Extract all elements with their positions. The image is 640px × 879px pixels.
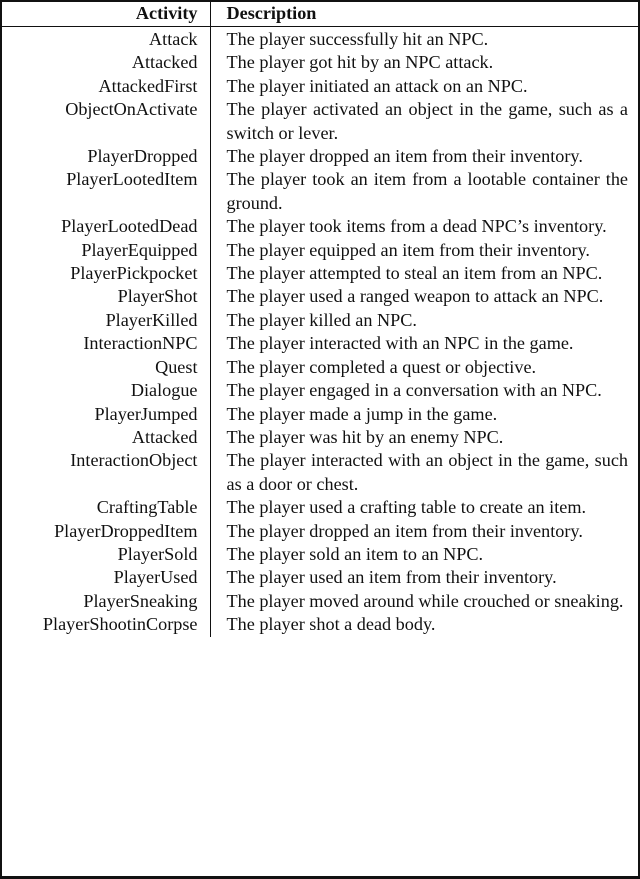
description-cell: The player sold an item to an NPC. bbox=[226, 543, 484, 564]
table-row bbox=[2, 379, 638, 402]
table-row bbox=[2, 98, 638, 145]
table bbox=[2, 2, 638, 637]
description-cell: The player was hit by an enemy NPC. bbox=[226, 426, 504, 447]
activity-cell: PlayerDroppedItem bbox=[2, 520, 210, 543]
description-cell: The player moved around while crouched or sneaking. bbox=[226, 590, 624, 611]
table-body bbox=[2, 27, 638, 637]
description-cell: The player initiated an attack on an NPC. bbox=[226, 75, 528, 96]
activity-cell: PlayerDropped bbox=[2, 145, 210, 168]
activity-cell: PlayerSold bbox=[2, 543, 210, 566]
description-cell: The player activated an object in the game, such as a switch or lever. bbox=[226, 99, 628, 143]
table-row bbox=[2, 145, 638, 168]
header-activity: Activity bbox=[2, 2, 210, 27]
table-row bbox=[2, 613, 638, 636]
activity-cell: ObjectOnActivate bbox=[2, 98, 210, 145]
activity-cell: PlayerShot bbox=[2, 285, 210, 308]
activity-cell: PlayerPickpocket bbox=[2, 262, 210, 285]
table-row bbox=[2, 590, 638, 613]
activity-cell: PlayerSneaking bbox=[2, 590, 210, 613]
activity-cell: Attack bbox=[2, 27, 210, 52]
table-row bbox=[2, 75, 638, 98]
activity-cell: Quest bbox=[2, 356, 210, 379]
description-cell: The player equipped an item from their inventory. bbox=[226, 239, 590, 260]
description-cell: The player got hit by an NPC attack. bbox=[226, 52, 494, 73]
table-row bbox=[2, 426, 638, 449]
activity-cell: PlayerLootedDead bbox=[2, 215, 210, 238]
table-row bbox=[2, 566, 638, 589]
activity-cell: InteractionNPC bbox=[2, 332, 210, 355]
activity-cell: Attacked bbox=[2, 426, 210, 449]
table-header bbox=[2, 2, 638, 27]
activity-cell: InteractionObject bbox=[2, 449, 210, 496]
activity-cell: PlayerEquipped bbox=[2, 239, 210, 262]
description-cell: The player used a crafting table to create an item. bbox=[226, 497, 587, 518]
table-row bbox=[2, 449, 638, 496]
description-cell: The player killed an NPC. bbox=[226, 309, 417, 330]
table-row bbox=[2, 215, 638, 238]
table-row bbox=[2, 168, 638, 215]
activity-cell: PlayerShootinCorpse bbox=[2, 613, 210, 636]
table-row bbox=[2, 356, 638, 379]
activity-cell: AttackedFirst bbox=[2, 75, 210, 98]
table-row bbox=[2, 51, 638, 74]
header-description: Description bbox=[210, 2, 638, 27]
table-row bbox=[2, 332, 638, 355]
description-cell: The player shot a dead body. bbox=[226, 614, 436, 635]
description-cell: The player took an item from a lootable container the ground. bbox=[226, 169, 628, 213]
table-row bbox=[2, 262, 638, 285]
activity-cell: Dialogue bbox=[2, 379, 210, 402]
description-cell: The player engaged in a conversation with an NPC. bbox=[226, 380, 602, 401]
description-cell: The player used a ranged weapon to attack an NPC. bbox=[226, 286, 604, 307]
table-row bbox=[2, 496, 638, 519]
description-cell: The player completed a quest or objective. bbox=[226, 356, 537, 377]
description-cell: The player interacted with an NPC in the game. bbox=[226, 333, 574, 354]
table-row bbox=[2, 309, 638, 332]
table-row bbox=[2, 403, 638, 426]
table-row bbox=[2, 27, 638, 52]
activity-cell: CraftingTable bbox=[2, 496, 210, 519]
description-cell: The player dropped an item from their inventory. bbox=[226, 520, 583, 541]
activity-cell: PlayerJumped bbox=[2, 403, 210, 426]
description-cell: The player interacted with an object in the game, such as a door or chest. bbox=[226, 450, 628, 494]
description-cell: The player attempted to steal an item from an NPC. bbox=[226, 263, 603, 284]
table-row bbox=[2, 520, 638, 543]
activity-cell: PlayerKilled bbox=[2, 309, 210, 332]
description-cell: The player used an item from their inventory. bbox=[226, 567, 557, 588]
activity-cell: PlayerLootedItem bbox=[2, 168, 210, 215]
description-cell: The player dropped an item from their inventory. bbox=[226, 146, 583, 167]
description-cell: The player successfully hit an NPC. bbox=[226, 29, 489, 49]
description-cell: The player took items from a dead NPC’s inventory. bbox=[226, 216, 607, 237]
description-cell: The player made a jump in the game. bbox=[226, 403, 498, 424]
table-row bbox=[2, 239, 638, 262]
activity-cell: Attacked bbox=[2, 51, 210, 74]
header-row bbox=[2, 2, 638, 27]
activity-cell: PlayerUsed bbox=[2, 566, 210, 589]
table-row bbox=[2, 543, 638, 566]
table-row bbox=[2, 285, 638, 308]
